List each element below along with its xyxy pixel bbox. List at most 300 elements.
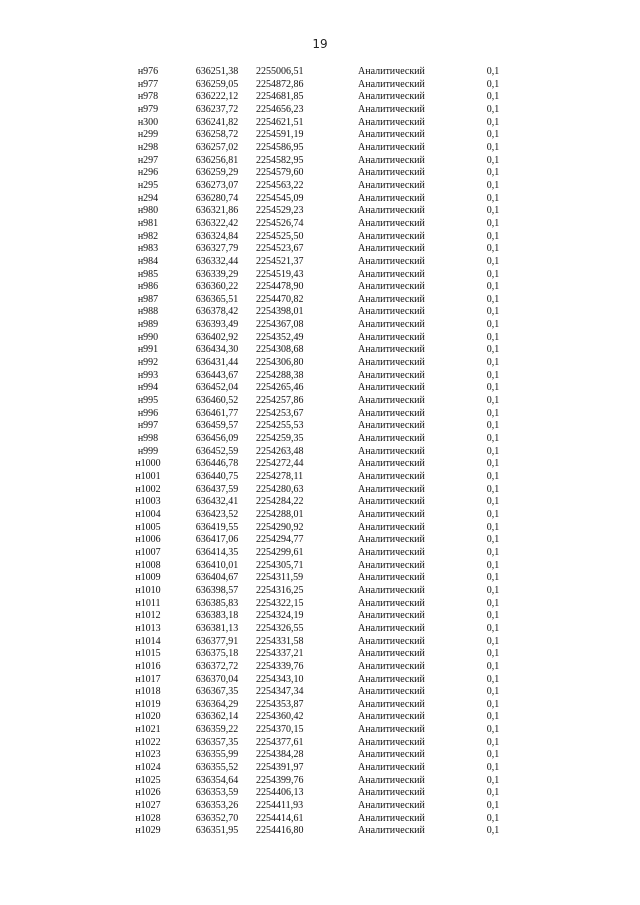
table-row <box>113 496 508 509</box>
table-row <box>113 737 508 750</box>
x-coordinate-cell: 636419,55 <box>195 521 239 533</box>
point-name-cell: н1017 <box>135 673 161 685</box>
accuracy-cell: 0,1 <box>486 686 500 698</box>
accuracy-cell: 0,1 <box>486 91 500 103</box>
coordinates-table-body <box>113 66 508 838</box>
x-coordinate-cell: 636414,35 <box>195 546 239 558</box>
x-coordinate-cell: 636446,78 <box>195 458 239 470</box>
method-cell: Аналитический <box>358 217 425 229</box>
point-name-cell: н1007 <box>135 546 161 558</box>
x-coordinate-cell: 636280,74 <box>195 192 239 204</box>
method-cell: Аналитический <box>358 395 425 407</box>
table-row <box>113 458 508 471</box>
accuracy-cell: 0,1 <box>486 344 500 356</box>
x-coordinate-cell: 636257,02 <box>195 141 239 153</box>
x-coordinate-cell: 636432,41 <box>195 496 239 508</box>
point-name-cell: н989 <box>137 319 159 331</box>
y-coordinate-cell: 2254308,68 <box>256 344 304 356</box>
y-coordinate-cell: 2254391,97 <box>256 762 304 774</box>
x-coordinate-cell: 636222,12 <box>195 91 239 103</box>
table-row <box>113 724 508 737</box>
x-coordinate-cell: 636452,04 <box>195 382 239 394</box>
accuracy-cell: 0,1 <box>486 192 500 204</box>
table-row <box>113 167 508 180</box>
accuracy-cell: 0,1 <box>486 660 500 672</box>
x-coordinate-cell: 636360,22 <box>195 281 239 293</box>
x-coordinate-cell: 636359,22 <box>195 724 239 736</box>
point-name-cell: н1005 <box>135 521 161 533</box>
table-row <box>113 155 508 168</box>
y-coordinate-cell: 2254322,15 <box>256 597 304 609</box>
method-cell: Аналитический <box>358 445 425 457</box>
y-coordinate-cell: 2254411,93 <box>256 800 304 812</box>
accuracy-cell: 0,1 <box>486 622 500 634</box>
table-row <box>113 332 508 345</box>
x-coordinate-cell: 636398,57 <box>195 584 239 596</box>
y-coordinate-cell: 2254591,19 <box>256 129 304 141</box>
x-coordinate-cell: 636385,83 <box>195 597 239 609</box>
y-coordinate-cell: 2254280,63 <box>256 483 304 495</box>
point-name-cell: н1015 <box>135 648 161 660</box>
point-name-cell: н1014 <box>135 635 161 647</box>
table-row <box>113 408 508 421</box>
point-name-cell: н984 <box>137 255 159 267</box>
y-coordinate-cell: 2254519,43 <box>256 268 304 280</box>
method-cell: Аналитический <box>358 433 425 445</box>
point-name-cell: н1009 <box>135 572 161 584</box>
accuracy-cell: 0,1 <box>486 774 500 786</box>
x-coordinate-cell: 636332,44 <box>195 255 239 267</box>
y-coordinate-cell: 2254294,77 <box>256 534 304 546</box>
x-coordinate-cell: 636383,18 <box>195 610 239 622</box>
table-row <box>113 800 508 813</box>
x-coordinate-cell: 636370,04 <box>195 673 239 685</box>
point-name-cell: н988 <box>137 306 159 318</box>
table-row <box>113 560 508 573</box>
accuracy-cell: 0,1 <box>486 787 500 799</box>
x-coordinate-cell: 636321,86 <box>195 205 239 217</box>
accuracy-cell: 0,1 <box>486 572 500 584</box>
table-row <box>113 193 508 206</box>
x-coordinate-cell: 636456,09 <box>195 433 239 445</box>
method-cell: Аналитический <box>358 597 425 609</box>
y-coordinate-cell: 2254872,86 <box>256 78 304 90</box>
y-coordinate-cell: 2254563,22 <box>256 179 304 191</box>
method-cell: Аналитический <box>358 673 425 685</box>
y-coordinate-cell: 2254288,38 <box>256 369 304 381</box>
y-coordinate-cell: 2254331,58 <box>256 635 304 647</box>
point-name-cell: н1020 <box>135 711 161 723</box>
x-coordinate-cell: 636256,81 <box>195 154 239 166</box>
y-coordinate-cell: 2254259,35 <box>256 433 304 445</box>
y-coordinate-cell: 2255006,51 <box>256 66 304 77</box>
point-name-cell: н995 <box>137 395 159 407</box>
method-cell: Аналитический <box>358 825 425 837</box>
accuracy-cell: 0,1 <box>486 471 500 482</box>
table-row <box>113 522 508 535</box>
y-coordinate-cell: 2254526,74 <box>256 217 304 229</box>
x-coordinate-cell: 636354,64 <box>195 774 239 786</box>
method-cell: Аналитический <box>358 660 425 672</box>
y-coordinate-cell: 2254343,10 <box>256 673 304 685</box>
y-coordinate-cell: 2254353,87 <box>256 698 304 710</box>
point-name-cell: н1008 <box>135 559 161 571</box>
x-coordinate-cell: 636461,77 <box>195 407 239 419</box>
point-name-cell: н992 <box>137 357 159 369</box>
point-name-cell: н994 <box>137 382 159 394</box>
table-row <box>113 319 508 332</box>
x-coordinate-cell: 636452,59 <box>195 445 239 457</box>
accuracy-cell: 0,1 <box>486 433 500 445</box>
accuracy-cell: 0,1 <box>486 724 500 736</box>
accuracy-cell: 0,1 <box>486 420 500 432</box>
table-row <box>113 648 508 661</box>
accuracy-cell: 0,1 <box>486 319 500 331</box>
accuracy-cell: 0,1 <box>486 281 500 293</box>
point-name-cell: н297 <box>137 154 159 166</box>
y-coordinate-cell: 2254377,61 <box>256 736 304 748</box>
method-cell: Аналитический <box>358 382 425 394</box>
x-coordinate-cell: 636423,52 <box>195 508 239 520</box>
x-coordinate-cell: 636355,99 <box>195 749 239 761</box>
table-row <box>113 395 508 408</box>
y-coordinate-cell: 2254621,51 <box>256 116 304 128</box>
table-row <box>113 775 508 788</box>
x-coordinate-cell: 636339,29 <box>195 268 239 280</box>
point-name-cell: н1016 <box>135 660 161 672</box>
table-row <box>113 547 508 560</box>
x-coordinate-cell: 636259,05 <box>195 78 239 90</box>
method-cell: Аналитический <box>358 546 425 558</box>
x-coordinate-cell: 636459,57 <box>195 420 239 432</box>
y-coordinate-cell: 2254579,60 <box>256 167 304 179</box>
x-coordinate-cell: 636377,91 <box>195 635 239 647</box>
table-row <box>113 433 508 446</box>
table-row <box>113 382 508 395</box>
accuracy-cell: 0,1 <box>486 129 500 141</box>
y-coordinate-cell: 2254253,67 <box>256 407 304 419</box>
y-coordinate-cell: 2254352,49 <box>256 331 304 343</box>
accuracy-cell: 0,1 <box>486 116 500 128</box>
table-row <box>113 699 508 712</box>
point-name-cell: н1018 <box>135 686 161 698</box>
y-coordinate-cell: 2254521,37 <box>256 255 304 267</box>
table-row <box>113 357 508 370</box>
point-name-cell: н1004 <box>135 508 161 520</box>
x-coordinate-cell: 636324,84 <box>195 230 239 242</box>
coordinates-table <box>113 66 508 838</box>
point-name-cell: н1013 <box>135 622 161 634</box>
point-name-cell: н298 <box>137 141 159 153</box>
method-cell: Аналитический <box>358 686 425 698</box>
x-coordinate-cell: 636241,82 <box>195 116 239 128</box>
y-coordinate-cell: 2254305,71 <box>256 559 304 571</box>
x-coordinate-cell: 636440,75 <box>195 471 239 482</box>
y-coordinate-cell: 2254316,25 <box>256 584 304 596</box>
method-cell: Аналитический <box>358 762 425 774</box>
accuracy-cell: 0,1 <box>486 205 500 217</box>
x-coordinate-cell: 636362,14 <box>195 711 239 723</box>
point-name-cell: н993 <box>137 369 159 381</box>
y-coordinate-cell: 2254656,23 <box>256 103 304 115</box>
method-cell: Аналитический <box>358 521 425 533</box>
method-cell: Аналитический <box>358 357 425 369</box>
x-coordinate-cell: 636381,13 <box>195 622 239 634</box>
y-coordinate-cell: 2254586,95 <box>256 141 304 153</box>
method-cell: Аналитический <box>358 293 425 305</box>
method-cell: Аналитический <box>358 230 425 242</box>
y-coordinate-cell: 2254263,48 <box>256 445 304 457</box>
method-cell: Аналитический <box>358 736 425 748</box>
x-coordinate-cell: 636402,92 <box>195 331 239 343</box>
method-cell: Аналитический <box>358 698 425 710</box>
table-row <box>113 534 508 547</box>
point-name-cell: н1022 <box>135 736 161 748</box>
x-coordinate-cell: 636443,67 <box>195 369 239 381</box>
accuracy-cell: 0,1 <box>486 635 500 647</box>
accuracy-cell: 0,1 <box>486 255 500 267</box>
table-row <box>113 585 508 598</box>
point-name-cell: н976 <box>137 66 159 77</box>
method-cell: Аналитический <box>358 812 425 824</box>
point-name-cell: н1002 <box>135 483 161 495</box>
y-coordinate-cell: 2254324,19 <box>256 610 304 622</box>
table-row <box>113 91 508 104</box>
method-cell: Аналитический <box>358 192 425 204</box>
y-coordinate-cell: 2254337,21 <box>256 648 304 660</box>
table-row <box>113 661 508 674</box>
accuracy-cell: 0,1 <box>486 382 500 394</box>
point-name-cell: н1021 <box>135 724 161 736</box>
point-name-cell: н1000 <box>135 458 161 470</box>
y-coordinate-cell: 2254398,01 <box>256 306 304 318</box>
accuracy-cell: 0,1 <box>486 559 500 571</box>
accuracy-cell: 0,1 <box>486 268 500 280</box>
table-row <box>113 572 508 585</box>
accuracy-cell: 0,1 <box>486 711 500 723</box>
method-cell: Аналитический <box>358 648 425 660</box>
accuracy-cell: 0,1 <box>486 610 500 622</box>
point-name-cell: н999 <box>137 445 159 457</box>
method-cell: Аналитический <box>358 471 425 482</box>
method-cell: Аналитический <box>358 179 425 191</box>
table-row <box>113 471 508 484</box>
method-cell: Аналитический <box>358 255 425 267</box>
method-cell: Аналитический <box>358 407 425 419</box>
method-cell: Аналитический <box>358 103 425 115</box>
y-coordinate-cell: 2254299,61 <box>256 546 304 558</box>
method-cell: Аналитический <box>358 306 425 318</box>
table-row <box>113 269 508 282</box>
point-name-cell: н985 <box>137 268 159 280</box>
table-row <box>113 674 508 687</box>
table-row <box>113 749 508 762</box>
x-coordinate-cell: 636410,01 <box>195 559 239 571</box>
method-cell: Аналитический <box>358 154 425 166</box>
x-coordinate-cell: 636460,52 <box>195 395 239 407</box>
point-name-cell: н981 <box>137 217 159 229</box>
table-row <box>113 686 508 699</box>
table-row <box>113 243 508 256</box>
accuracy-cell: 0,1 <box>486 243 500 255</box>
accuracy-cell: 0,1 <box>486 306 500 318</box>
table-row <box>113 104 508 117</box>
y-coordinate-cell: 2254255,53 <box>256 420 304 432</box>
table-row <box>113 79 508 92</box>
table-row <box>113 180 508 193</box>
accuracy-cell: 0,1 <box>486 698 500 710</box>
x-coordinate-cell: 636237,72 <box>195 103 239 115</box>
y-coordinate-cell: 2254278,11 <box>256 471 304 482</box>
table-row <box>113 117 508 130</box>
accuracy-cell: 0,1 <box>486 800 500 812</box>
method-cell: Аналитический <box>358 800 425 812</box>
method-cell: Аналитический <box>358 610 425 622</box>
accuracy-cell: 0,1 <box>486 445 500 457</box>
accuracy-cell: 0,1 <box>486 749 500 761</box>
table-row <box>113 370 508 383</box>
point-name-cell: н1025 <box>135 774 161 786</box>
method-cell: Аналитический <box>358 458 425 470</box>
point-name-cell: н978 <box>137 91 159 103</box>
x-coordinate-cell: 636322,42 <box>195 217 239 229</box>
point-name-cell: н997 <box>137 420 159 432</box>
accuracy-cell: 0,1 <box>486 395 500 407</box>
y-coordinate-cell: 2254478,90 <box>256 281 304 293</box>
page-number: 19 <box>312 37 328 51</box>
table-row <box>113 446 508 459</box>
point-name-cell: н996 <box>137 407 159 419</box>
point-name-cell: н979 <box>137 103 159 115</box>
method-cell: Аналитический <box>358 281 425 293</box>
y-coordinate-cell: 2254339,76 <box>256 660 304 672</box>
method-cell: Аналитический <box>358 344 425 356</box>
method-cell: Аналитический <box>358 91 425 103</box>
x-coordinate-cell: 636357,35 <box>195 736 239 748</box>
method-cell: Аналитический <box>358 319 425 331</box>
method-cell: Аналитический <box>358 508 425 520</box>
method-cell: Аналитический <box>358 331 425 343</box>
x-coordinate-cell: 636273,07 <box>195 179 239 191</box>
method-cell: Аналитический <box>358 243 425 255</box>
method-cell: Аналитический <box>358 369 425 381</box>
accuracy-cell: 0,1 <box>486 736 500 748</box>
x-coordinate-cell: 636365,51 <box>195 293 239 305</box>
method-cell: Аналитический <box>358 141 425 153</box>
point-name-cell: н983 <box>137 243 159 255</box>
y-coordinate-cell: 2254272,44 <box>256 458 304 470</box>
point-name-cell: н1019 <box>135 698 161 710</box>
accuracy-cell: 0,1 <box>486 458 500 470</box>
table-row <box>113 762 508 775</box>
table-row <box>113 205 508 218</box>
method-cell: Аналитический <box>358 584 425 596</box>
point-name-cell: н1023 <box>135 749 161 761</box>
accuracy-cell: 0,1 <box>486 66 500 77</box>
method-cell: Аналитический <box>358 167 425 179</box>
y-coordinate-cell: 2254370,15 <box>256 724 304 736</box>
method-cell: Аналитический <box>358 205 425 217</box>
accuracy-cell: 0,1 <box>486 103 500 115</box>
point-name-cell: н300 <box>137 116 159 128</box>
method-cell: Аналитический <box>358 749 425 761</box>
point-name-cell: н296 <box>137 167 159 179</box>
table-row <box>113 256 508 269</box>
x-coordinate-cell: 636355,52 <box>195 762 239 774</box>
y-coordinate-cell: 2254525,50 <box>256 230 304 242</box>
method-cell: Аналитический <box>358 534 425 546</box>
x-coordinate-cell: 636417,06 <box>195 534 239 546</box>
point-name-cell: н1006 <box>135 534 161 546</box>
table-row <box>113 484 508 497</box>
x-coordinate-cell: 636259,29 <box>195 167 239 179</box>
table-row <box>113 509 508 522</box>
x-coordinate-cell: 636258,72 <box>195 129 239 141</box>
y-coordinate-cell: 2254523,67 <box>256 243 304 255</box>
y-coordinate-cell: 2254529,23 <box>256 205 304 217</box>
y-coordinate-cell: 2254360,42 <box>256 711 304 723</box>
x-coordinate-cell: 636375,18 <box>195 648 239 660</box>
table-row <box>113 623 508 636</box>
method-cell: Аналитический <box>358 622 425 634</box>
table-row <box>113 787 508 800</box>
table-row <box>113 306 508 319</box>
point-name-cell: н1029 <box>135 825 161 837</box>
table-row <box>113 598 508 611</box>
accuracy-cell: 0,1 <box>486 648 500 660</box>
table-row <box>113 636 508 649</box>
table-row <box>113 344 508 357</box>
point-name-cell: н980 <box>137 205 159 217</box>
point-name-cell: н295 <box>137 179 159 191</box>
x-coordinate-cell: 636353,26 <box>195 800 239 812</box>
method-cell: Аналитический <box>358 787 425 799</box>
x-coordinate-cell: 636431,44 <box>195 357 239 369</box>
method-cell: Аналитический <box>358 78 425 90</box>
accuracy-cell: 0,1 <box>486 534 500 546</box>
x-coordinate-cell: 636251,38 <box>195 66 239 77</box>
accuracy-cell: 0,1 <box>486 597 500 609</box>
point-name-cell: н977 <box>137 78 159 90</box>
accuracy-cell: 0,1 <box>486 673 500 685</box>
accuracy-cell: 0,1 <box>486 496 500 508</box>
method-cell: Аналитический <box>358 483 425 495</box>
point-name-cell: н991 <box>137 344 159 356</box>
method-cell: Аналитический <box>358 66 425 77</box>
x-coordinate-cell: 636434,30 <box>195 344 239 356</box>
y-coordinate-cell: 2254290,92 <box>256 521 304 533</box>
y-coordinate-cell: 2254288,01 <box>256 508 304 520</box>
accuracy-cell: 0,1 <box>486 78 500 90</box>
accuracy-cell: 0,1 <box>486 521 500 533</box>
point-name-cell: н982 <box>137 230 159 242</box>
table-row <box>113 218 508 231</box>
point-name-cell: н1012 <box>135 610 161 622</box>
accuracy-cell: 0,1 <box>486 331 500 343</box>
point-name-cell: н1028 <box>135 812 161 824</box>
accuracy-cell: 0,1 <box>486 825 500 837</box>
point-name-cell: н1011 <box>135 597 161 609</box>
y-coordinate-cell: 2254582,95 <box>256 154 304 166</box>
point-name-cell: н1010 <box>135 584 161 596</box>
method-cell: Аналитический <box>358 129 425 141</box>
accuracy-cell: 0,1 <box>486 584 500 596</box>
table-row <box>113 610 508 623</box>
method-cell: Аналитический <box>358 711 425 723</box>
x-coordinate-cell: 636393,49 <box>195 319 239 331</box>
y-coordinate-cell: 2254265,46 <box>256 382 304 394</box>
accuracy-cell: 0,1 <box>486 293 500 305</box>
